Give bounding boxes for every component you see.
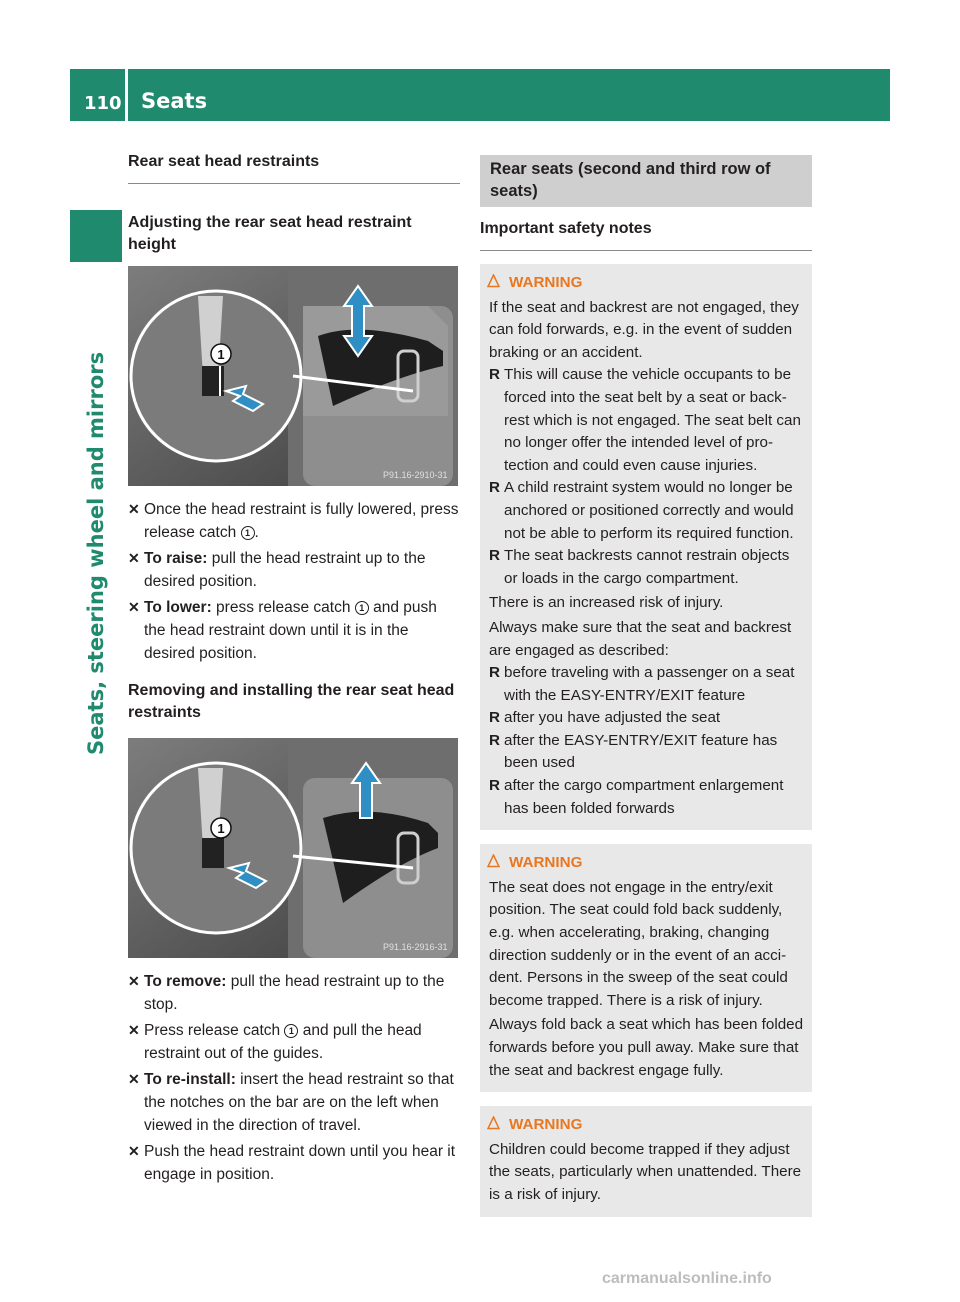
step-arrow-icon: ✕ — [128, 1143, 140, 1159]
step-label: To lower: — [144, 599, 212, 616]
bullet-text: after the EASY-ENTRY/EXIT feature has been used — [504, 731, 778, 772]
section-title: Seats — [141, 89, 208, 113]
r-bullet-icon: R — [489, 777, 500, 795]
step-text: press release catch — [211, 599, 355, 616]
remove-step — [128, 1019, 460, 1065]
step-arrow-icon: ✕ — [128, 1022, 140, 1038]
photo2-reference-code: P91.16-2916-31 — [383, 942, 448, 952]
warning-bullet — [489, 730, 804, 775]
warning-bullet — [489, 545, 804, 590]
step-label: To re-install: — [144, 1071, 236, 1088]
adjust-step — [128, 596, 460, 665]
warning-bullets — [489, 364, 804, 590]
step-text: insert the head restraint so that the notches on the bar are on the left when viewed in the direction of travel. — [144, 1071, 454, 1134]
step-arrow-icon: ✕ — [128, 1071, 140, 1087]
step-text-after: and push the head restraint down until it is in the desired position. — [144, 599, 437, 662]
warning-title: WARNING — [509, 854, 583, 872]
warning-text: Children could become trapped if they adjust the seats, particularly when unattended. There is a risk of injury. — [489, 1140, 802, 1203]
r-bullet-icon: R — [489, 479, 500, 497]
r-bullet-icon: R — [489, 731, 500, 749]
step-text: Press release catch — [144, 1022, 285, 1039]
step-text-after: . — [254, 524, 259, 541]
photo-adjust-head-restraint — [128, 266, 458, 486]
rear-head-restraints-title: Rear seat head restraints — [128, 150, 460, 184]
step-arrow-icon: ✕ — [128, 973, 140, 989]
photo-remove-head-restraint — [128, 738, 458, 958]
warning-bullets — [489, 662, 804, 820]
warning-text: Always make sure that the seat and backrest are engaged as described: — [489, 618, 792, 659]
warning-bullet — [489, 662, 804, 707]
adjust-steps-list — [128, 498, 460, 665]
bullet-text: after the cargo compartment enlargement has been folded forwards — [504, 777, 784, 817]
photo-adjust-illustration — [128, 266, 458, 486]
step-text: pull the head restraint up to the stop. — [144, 973, 445, 1013]
warning-bullet — [489, 477, 804, 545]
page-number: 110 — [84, 93, 122, 114]
safety-notes-title: Important safety notes — [480, 217, 812, 251]
rear-seats-banner: Rear seats (second and third row of seats) — [480, 155, 812, 207]
photo-remove-illustration — [128, 738, 458, 958]
step-text: Once the head restraint is fully lowered, press release catch — [144, 501, 459, 541]
warning-triangle-icon — [487, 1115, 500, 1138]
left-column — [128, 150, 460, 1189]
callout-ref-icon: 1 — [241, 526, 255, 540]
photo1-callout-number: 1 — [217, 347, 225, 362]
callout-ref-icon: 1 — [284, 1024, 298, 1038]
bullet-text: before traveling with a passenger on a seat with the EASY-ENTRY/EXIT feature — [504, 664, 795, 704]
adjust-step — [128, 547, 460, 593]
warning-text: The seat does not engage in the entry/exit position. The seat could fold back suddenly, e.g. when accelerating, braking, changing direction suddenly or in the event of an acci- dent. Persons in the sweep of the seat could become trapped. There is a risk of injury. — [489, 878, 788, 1009]
remove-step — [128, 1140, 460, 1186]
step-arrow-icon: ✕ — [128, 501, 140, 517]
remove-step — [128, 1068, 460, 1137]
bullet-text: A child restraint system would no longer be anchored or positioned correctly and would not be able to perform its required function. — [504, 479, 794, 542]
warning-heading — [489, 852, 804, 875]
footer-watermark: carmanualsonline.info — [602, 1270, 772, 1287]
warning-title: WARNING — [509, 1116, 583, 1134]
callout-ref-icon: 1 — [355, 601, 369, 615]
step-label: To raise: — [144, 550, 208, 567]
side-chapter-label — [84, 300, 124, 1100]
side-tab-marker — [70, 210, 122, 262]
step-arrow-icon: ✕ — [128, 550, 140, 566]
warning-bullet — [489, 364, 804, 477]
warning-bullet — [489, 775, 804, 820]
step-text: Push the head restraint down until you hear it engage in position. — [144, 1143, 456, 1183]
adjust-heading: Adjusting the rear seat head restraint height — [128, 214, 412, 253]
step-arrow-icon: ✕ — [128, 599, 140, 615]
header-divider — [125, 69, 128, 121]
side-chapter-text: Seats, steering wheel and mirrors — [84, 351, 108, 755]
photo2-callout-number: 1 — [217, 821, 225, 836]
step-text: pull the head restraint up to the desired position. — [144, 550, 426, 590]
remove-heading: Removing and installing the rear seat head restraints — [128, 682, 455, 721]
r-bullet-icon: R — [489, 664, 500, 682]
warning-heading — [489, 272, 804, 295]
warning-heading — [489, 1114, 804, 1137]
r-bullet-icon: R — [489, 547, 500, 565]
warning-bullet — [489, 707, 804, 730]
bullet-text: after you have adjusted the seat — [504, 709, 721, 727]
bullet-text: This will cause the vehicle occupants to be forced into the seat belt by a seat or back- rest which is not engaged. The seat belt can no longer offer the intended level of pro- tection and could even cause injuries. — [504, 366, 801, 474]
warning-text: There is an increased risk of injury. — [489, 594, 724, 612]
warning-triangle-icon — [487, 273, 500, 296]
warning-text: If the seat and backrest are not engaged, they can fold forwards, e.g. in the event of sudden braking or an accident. — [489, 298, 799, 361]
warning-title: WARNING — [509, 274, 583, 291]
photo1-reference-code: P91.16-2910-31 — [383, 470, 448, 480]
adjust-step — [128, 498, 460, 544]
bullet-text: The seat backrests cannot restrain objects or loads in the cargo compartment. — [504, 547, 790, 587]
remove-step — [128, 970, 460, 1016]
warning-text: Always fold back a seat which has been folded forwards before you pull away. Make sure that the seat and backrest engage fully. — [489, 1016, 804, 1079]
step-label: To remove: — [144, 973, 227, 990]
right-column — [480, 155, 812, 1217]
step-text-after: and pull the head restraint out of the guides. — [144, 1022, 422, 1062]
r-bullet-icon: R — [489, 366, 500, 384]
warning-box-3 — [480, 1106, 812, 1216]
remove-steps-list — [128, 970, 460, 1186]
warning-box-2 — [480, 844, 812, 1092]
warning-triangle-icon — [487, 853, 500, 876]
r-bullet-icon: R — [489, 709, 500, 727]
warning-box-1 — [480, 264, 812, 830]
